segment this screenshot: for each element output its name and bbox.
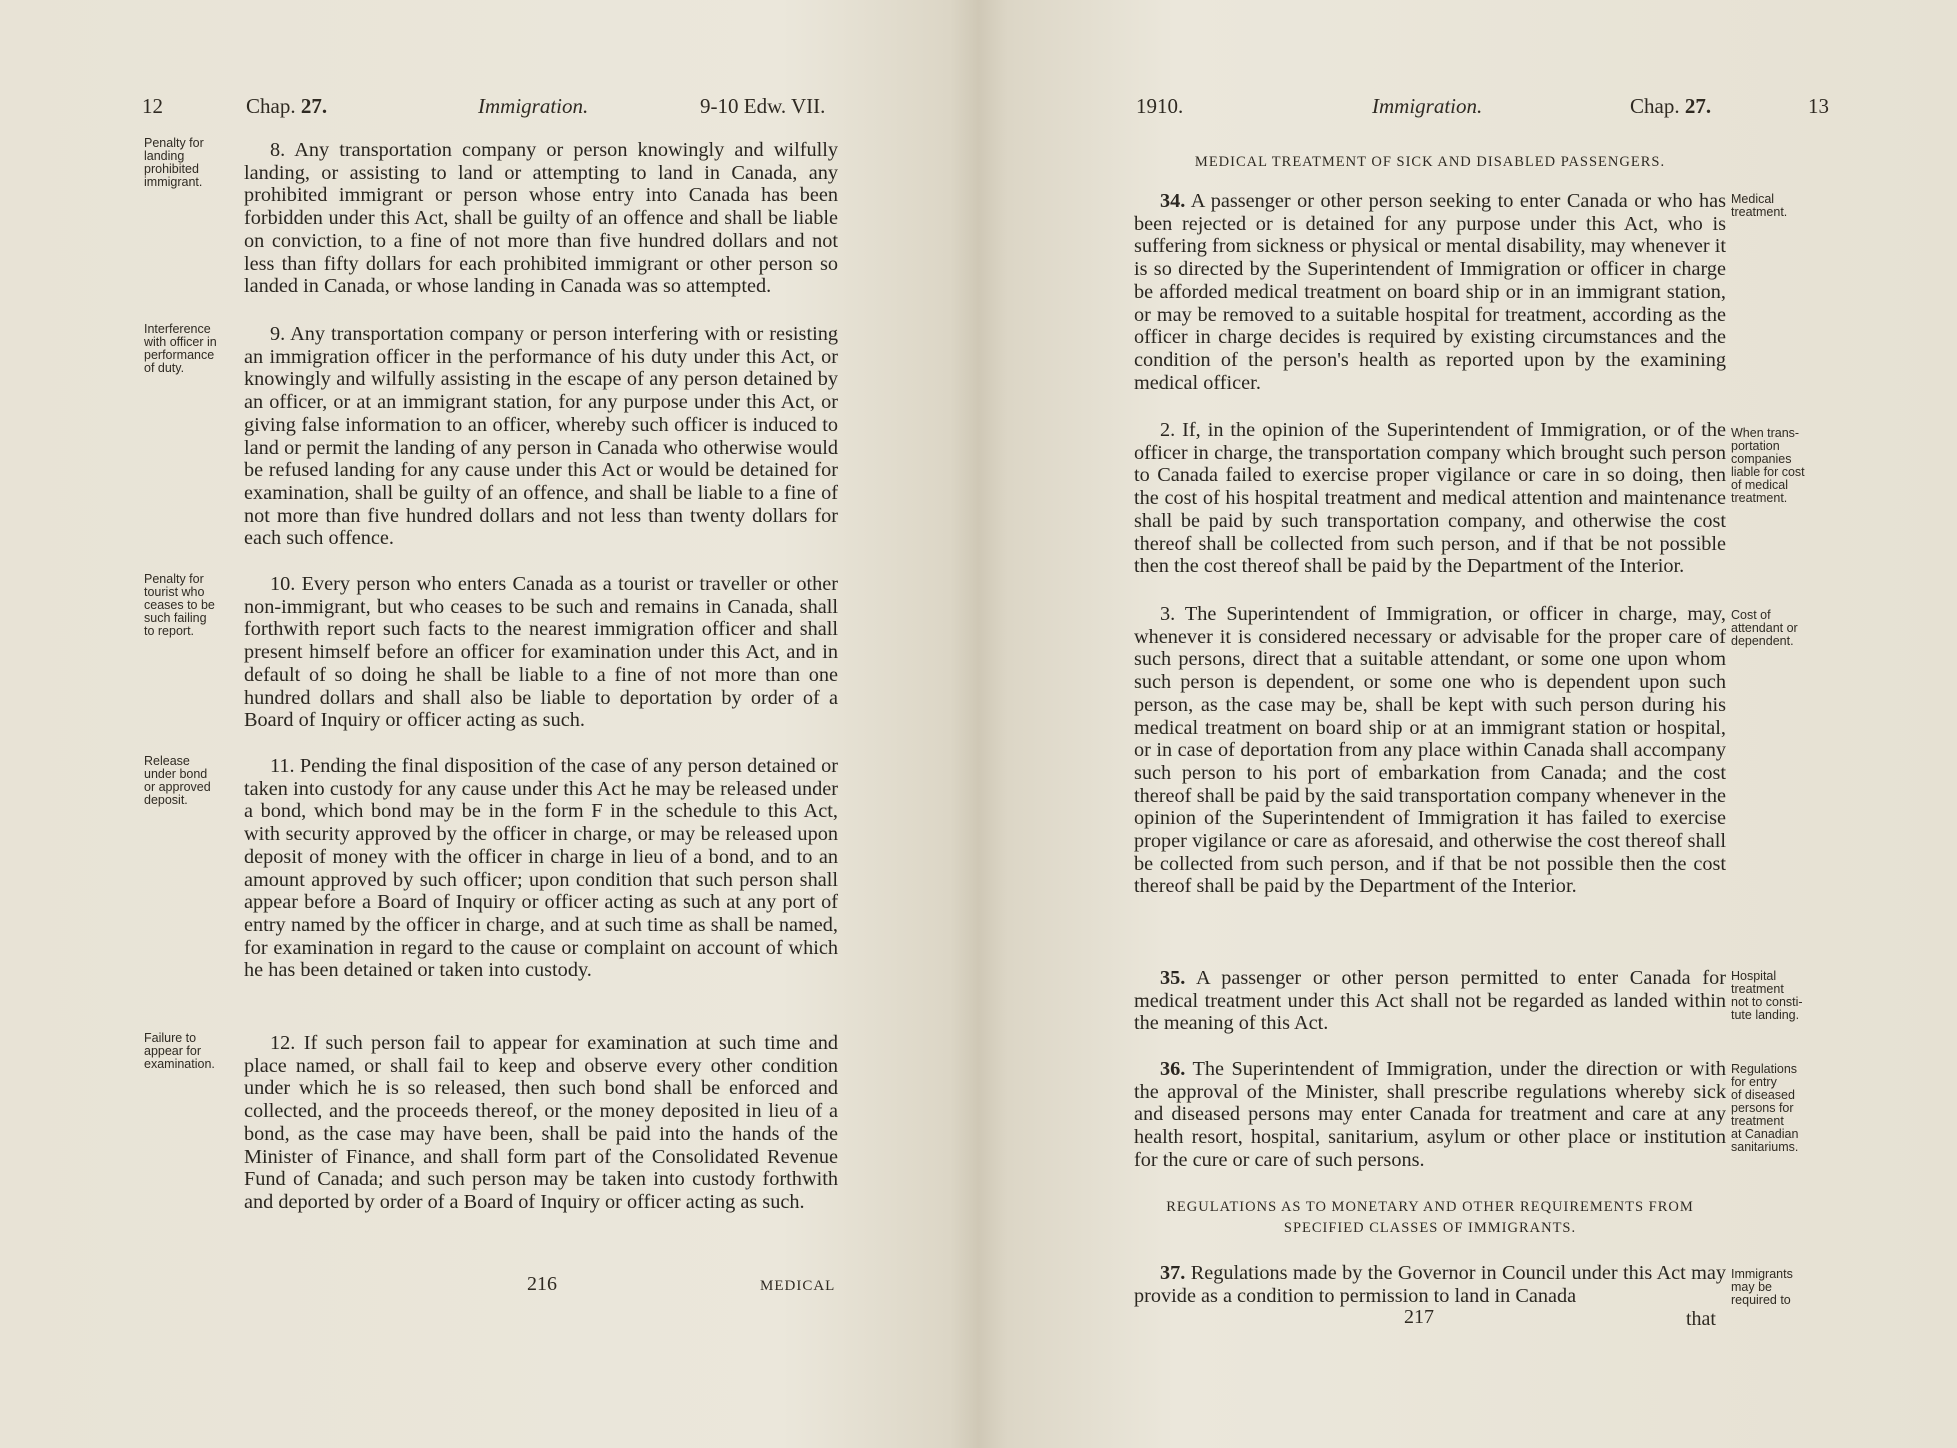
margin-note: Immigrants may be required to	[1731, 1267, 1793, 1307]
section-9: 9. Any transportation company or person interfering with or resisting an immigration officer in the performance of his duty under this Act, or knowingly and wilfully assisting in the escape of any person detained by an officer, or at an immigrant station, for any purpose under this Act, or giving false information to an officer, whereby such officer is induced to land or permit the landing of any person in Canada who otherwise would be refused landing for any cause under this Act or would be detained for examination, shall be guilty of an offence, and shall be liable to a fine of not more than five hundred dollars and not less than twenty dollars for each such offence.	[244, 323, 838, 550]
right-year: 1910.	[1136, 94, 1184, 118]
left-page-number: 12	[142, 94, 163, 118]
left-regnal-year: 9-10 Edw. VII.	[700, 94, 826, 118]
section-34-2: 2. If, in the opinion of the Superintendent of Immigration, or of the officer in charge, the transportation company which brought such person to Canada failed to exercise proper vigilance or care in so doing, then the cost of his hospital treatment and medical attention and maintenance shall be paid by such transportation company, and otherwise the cost thereof shall be collected from such person, and if that be not possible then the cost thereof shall be paid by the Department of the Interior.	[1134, 419, 1726, 578]
margin-note: Interference with officer in performance of duty.	[144, 322, 217, 375]
section-34-3: 3. The Superintendent of Immigration, or officer in charge, may, whenever it is considered necessary or advisable for the proper care of such persons, direct that a suitable attendant, or some one upon whom such person is dependent, or some one who is dependent upon such person, as the case may be, shall be kept with such person during his medical treatment on board ship or at an immigrant station or hospital, or in case of deportation from any place within Canada shall accompany such person to his port of embarkation from Canada; and the cost thereof shall be paid by the said transportation company whenever in the opinion of the Superintendent of Immigration it has failed to exercise proper vigilance or care as aforesaid, and otherwise the cost thereof shall be collected from such person, and if that be not possible then the cost thereof shall be paid by the Department of the Interior.	[1134, 603, 1726, 898]
section-heading: MEDICAL TREATMENT OF SICK AND DISABLED PASSENGERS.	[1194, 154, 1666, 170]
left-folio: 216	[527, 1273, 557, 1295]
left-chapter-number: 27.	[300, 94, 328, 118]
margin-note: Release under bond or approved deposit.	[144, 754, 211, 807]
section-10: 10. Every person who enters Canada as a tourist or traveller or other non-immigrant, but who ceases to be such and remains in Canada, shall forthwith report such facts to the nearest immigration officer and shall present himself before an officer for examination under this Act, and in default of so doing he shall be liable to a fine of not more than one hundred dollars and shall also be liable to deportation by order of a Board of Inquiry or officer acting as such.	[244, 573, 839, 732]
margin-note: Hospital treatment not to consti- tute landing.	[1731, 969, 1803, 1022]
margin-note: Penalty for landing prohibited immigrant.	[144, 136, 204, 189]
left-catchword: MEDICAL	[760, 1278, 836, 1294]
right-chapter-label: Chap. 27.	[1630, 94, 1712, 118]
left-running-title: Immigration.	[478, 94, 589, 118]
right-folio: 217	[1404, 1306, 1434, 1328]
right-catchword: that	[1686, 1308, 1716, 1330]
section-36: 36. The Superintendent of Immigration, under the direction or with the approval of the Minister, shall prescribe regulations whereby sick and diseased persons may enter Canada for treatment and care at any health resort, hospital, sanitarium, asylum or other place or institution for the cure or care of such persons.	[1134, 1058, 1726, 1171]
section-heading: REGULATIONS AS TO MONETARY AND OTHER REQUIREMENTS FROM SPECIFIED CLASSES OF IMMIGRANTS.	[1166, 1199, 1694, 1236]
margin-note: Failure to appear for examination.	[144, 1031, 215, 1071]
margin-note: Cost of attendant or dependent.	[1731, 608, 1798, 648]
section-12: 12. If such person fail to appear for examination at such time and place named, or shall fail to keep and observe every other condition under which he is so released, then such bond shall be enforced and collected, and the proceeds thereof, or the money deposited in lieu of a bond, as the case may have been, shall be paid into the hands of the Minister of Finance, and shall form part of the Consolidated Revenue Fund of Canada; and such person may be taken into custody forthwith and deported by order of a Board of Inquiry or officer acting as such.	[244, 1032, 839, 1213]
section-37: 37. Regulations made by the Governor in Council under this Act may provide as a condition to permission to land in Canada	[1134, 1262, 1726, 1307]
section-11: 11. Pending the final disposition of the case of any person detained or taken into custody for any cause under this Act he may be released under a bond, which bond may be in the form F in the schedule to this Act, with security approved by the officer in charge, or may be released upon deposit of money with the officer in charge in lieu of a bond, and to an amount approved by such officer; upon condition that such person shall appear before a Board of Inquiry or officer acting as such at any port of entry named by the officer in charge, and at such time as shall be named, for examination in regard to the cause or complaint on account of which he has been detained or taken into custody.	[244, 755, 838, 982]
right-page-number: 13	[1808, 94, 1829, 118]
right-running-title: Immigration.	[1372, 94, 1483, 118]
margin-note: Regulations for entry of diseased persons for treatment at Canadian sanitariums.	[1731, 1062, 1799, 1154]
margin-note: Penalty for tourist who ceases to be such failing to report.	[144, 572, 215, 638]
margin-note: When trans- portation companies liable for cost of medical treatment.	[1731, 426, 1805, 505]
section-34: 34. A passenger or other person seeking to enter Canada or who has been rejected or is detained for any purpose under this Act, who is suffering from sickness or physical or mental disability, may whenever it is so directed by the Superintendent of Immigration or officer in charge be afforded medical treatment on board ship or in an immigrant station, or may be removed to a suitable hospital for treatment, according as the officer in charge decides is required by existing circumstances and the condition of the person's health as reported upon by the examining medical officer.	[1134, 190, 1726, 394]
right-chapter-number: 27.	[1684, 94, 1712, 118]
section-8: 8. Any transportation company or person knowingly and wilfully landing, or assisting to land or attempting to land in Canada, any prohibited immigrant or person whose entry into Canada has been forbidden under this Act, shall be guilty of an offence and shall be liable on conviction, to a fine of not more than five hundred dollars and not less than fifty dollars for each prohibited immigrant or other person so landed in Canada, or whose landing in Canada was so attempted.	[244, 139, 839, 298]
section-35: 35. A passenger or other person permitted to enter Canada for medical treatment under this Act shall not be regarded as landed within the meaning of this Act.	[1134, 967, 1726, 1035]
margin-note: Medical treatment.	[1731, 192, 1788, 219]
left-chapter-label: Chap. 27.	[246, 94, 328, 118]
